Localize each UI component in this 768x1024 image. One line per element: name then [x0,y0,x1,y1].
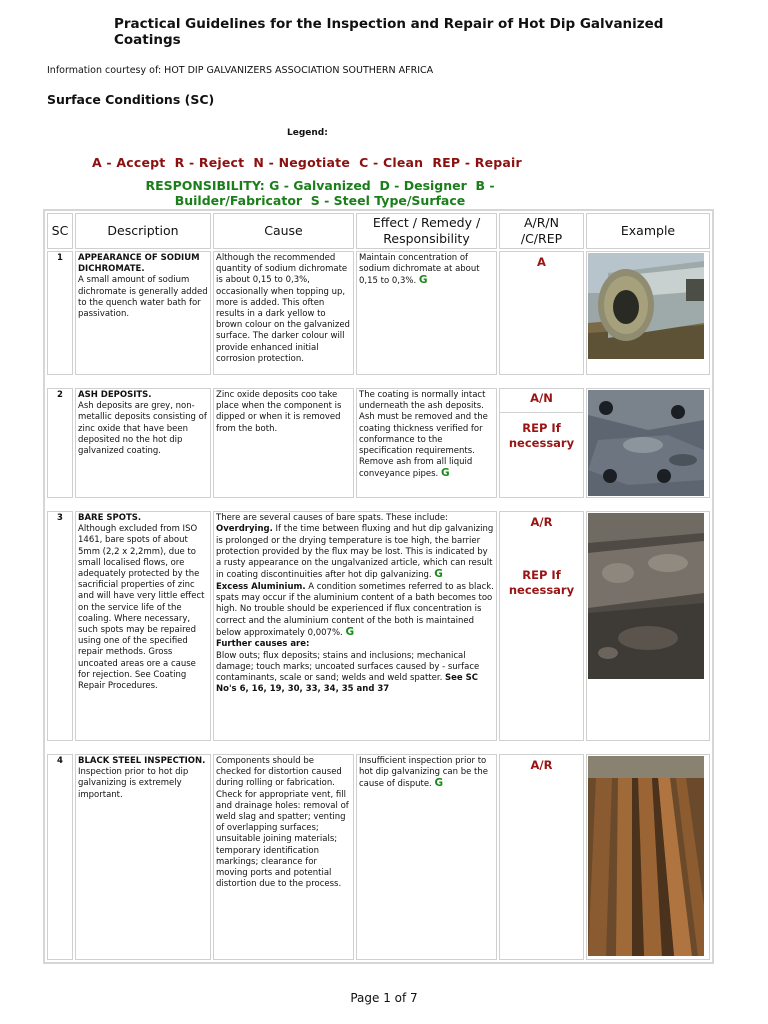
description-title: BLACK STEEL INSPECTION. [78,756,206,766]
row-example [586,511,710,741]
row-sc-number: 3 [47,511,73,741]
row-arn [499,251,584,375]
row-sc-number: 2 [47,388,73,498]
row-sc-number: 4 [47,754,73,960]
row-description [75,754,211,960]
table-row [47,388,710,498]
responsibility-code: G [440,467,450,480]
arn-code: A/R [530,515,553,529]
cause-intro: There are several causes of bare spats. These include: [216,513,449,523]
row-cause: Components should be checked for distortion caused during rolling or fabrication. Check for appropriate vent, fill and drainage holes: removal of weld slag and spatter; venting of overlapping surfaces; unsuitable joining materials; temporary identification markings; clearance for moving ports and potential distortion due to the process. [213,754,354,960]
header-description: Description [75,213,211,249]
row-cause [213,511,497,741]
bare-spots-image [588,513,704,679]
description-title: BARE SPOTS. [78,513,142,523]
cause-see-reference: See SC No's 6, 16, 19, 30, 33, 34, 35 and 37 [216,673,479,695]
arn-code-secondary: REP If necessary [500,412,583,451]
galvanized-pipe-image [588,253,704,359]
row-effect [356,754,497,960]
cause-heading-further: Further causes are: [216,639,310,650]
arn-code: A [537,255,546,269]
cause-text-further: Blow outs; flux deposits; stains and inclusions; mechanical damage; touch marks; uncoated surfaces caused by - surface contaminants, scale or sand; welds and weld spatter. [216,650,480,684]
row-arn [499,388,584,498]
row-effect [356,388,497,498]
row-arn [499,511,584,741]
page-number: Page 1 of 7 [350,991,418,1005]
surface-conditions-table [43,209,714,964]
description-body: Ash deposits are grey, non-metallic deposits consisting of zinc oxide that have been deposited no the hot dip galvanized coating. [78,401,207,457]
steel-beams-image [588,756,704,956]
legend-codes: A - Accept R - Reject N - Negotiate C - Clean REP - Repair [92,155,522,170]
description-title: ASH DEPOSITS. [78,390,152,400]
header-sc: SC [47,213,73,249]
effect-text: Maintain concentration of sodium dichromate at about 0,15 to 0,3%. [359,253,480,287]
row-cause: Zinc oxide deposits coo take place when the component is dipped or when it is removed from the both. [213,388,354,498]
section-heading: Surface Conditions (SC) [47,92,215,107]
table-header-row [47,213,710,249]
effect-text: The coating is normally intact underneath the ash deposits. Ash must be removed and the coating thickness verified for conformance to the specification requirements. Remove ash from all liquid conveyance pipes. [359,390,488,480]
responsibility-code: G [418,274,428,287]
row-spacer [47,377,710,386]
header-example: Example [586,213,710,249]
description-body: A small amount of sodium dichromate is generally added to the quench water bath for passivation. [78,275,208,320]
document-title: Practical Guidelines for the Inspection and Repair of Hot Dip Galvanized Coatings [114,16,664,48]
row-spacer [47,743,710,752]
row-example [586,388,710,498]
row-sc-number: 1 [47,251,73,375]
table-row [47,251,710,375]
courtesy-line: Information courtesy of: HOT DIP GALVANIZERS ASSOCIATION SOUTHERN AFRICA [47,65,434,76]
ash-deposits-image [588,390,704,496]
row-spacer [47,500,710,509]
description-body: Inspection prior to hot dip galvanizing is extremely important. [78,767,189,800]
cause-text-overdrying: If the time between fluxing and hut dip galvanizing is prolonged or the drying temperature is toe high, the barrier protection provided by the flux may be lost. This is indicated by a rusty appearance on the ungalvanized article, which can result in coating discontinuities after hot dip galvanizing. [216,524,494,581]
header-effect: Effect / Remedy / Responsibility [356,213,497,249]
row-description [75,251,211,375]
table-row [47,754,710,960]
row-description [75,511,211,741]
row-description [75,388,211,498]
description-title: APPEARANCE OF SODIUM DICHROMATE. [78,253,200,275]
legend-responsibility: RESPONSIBILITY: G - Galvanized D - Designer B - Builder/Fabricator S - Steel Type/Surface [145,178,499,208]
cause-text-aluminium: A condition sometimes referred to as black. spats may occur if the aluminium content of a bath becomes too high. No trouble should be experienced if flux concentration is correct and the aluminium content of the both is maintained below approximately 0,007%. [216,581,494,638]
arn-code: A/N [530,391,553,405]
cause-heading-overdrying: Overdrying. [216,524,273,535]
table-row [47,511,710,741]
header-cause: Cause [213,213,354,249]
legend-heading: Legend: [287,128,328,138]
arn-code-secondary: REP If necessary [508,568,575,597]
row-effect [356,251,497,375]
row-arn [499,754,584,960]
responsibility-code: G [345,625,355,638]
row-example [586,251,710,375]
cause-heading-aluminium: Excess Aluminium. [216,581,306,592]
header-arn: A/R/N /C/REP [499,213,584,249]
responsibility-code: G [434,777,444,790]
row-example [586,754,710,960]
arn-code: A/R [530,758,553,772]
description-body: Although excluded from ISO 1461, bare spots of about 5mm (2,2 x 2,2mm), due to small localised flows, ore adequately protected by the sacrificial properties of zinc and will have very little effect on the service life of the coaling. Where necessary, such spots may be repaired using one of the specified repair methods. Gross uncoated areas ore a cause for rejection. See Coating Repair Procedures. [78,524,205,692]
responsibility-code: G [434,568,443,581]
effect-text: Insufficient inspection prior to hot dip galvanizing can be the cause of dispute. [359,756,488,790]
row-cause: Although the recommended quantity of sodium dichromate is about 0,15 to 0,3%, occasionally when topping up, more is added. This often results in a dark yellow to brown colour on the galvanized surface. The darker colour will provide enhanced initial corrosion protection. [213,251,354,375]
